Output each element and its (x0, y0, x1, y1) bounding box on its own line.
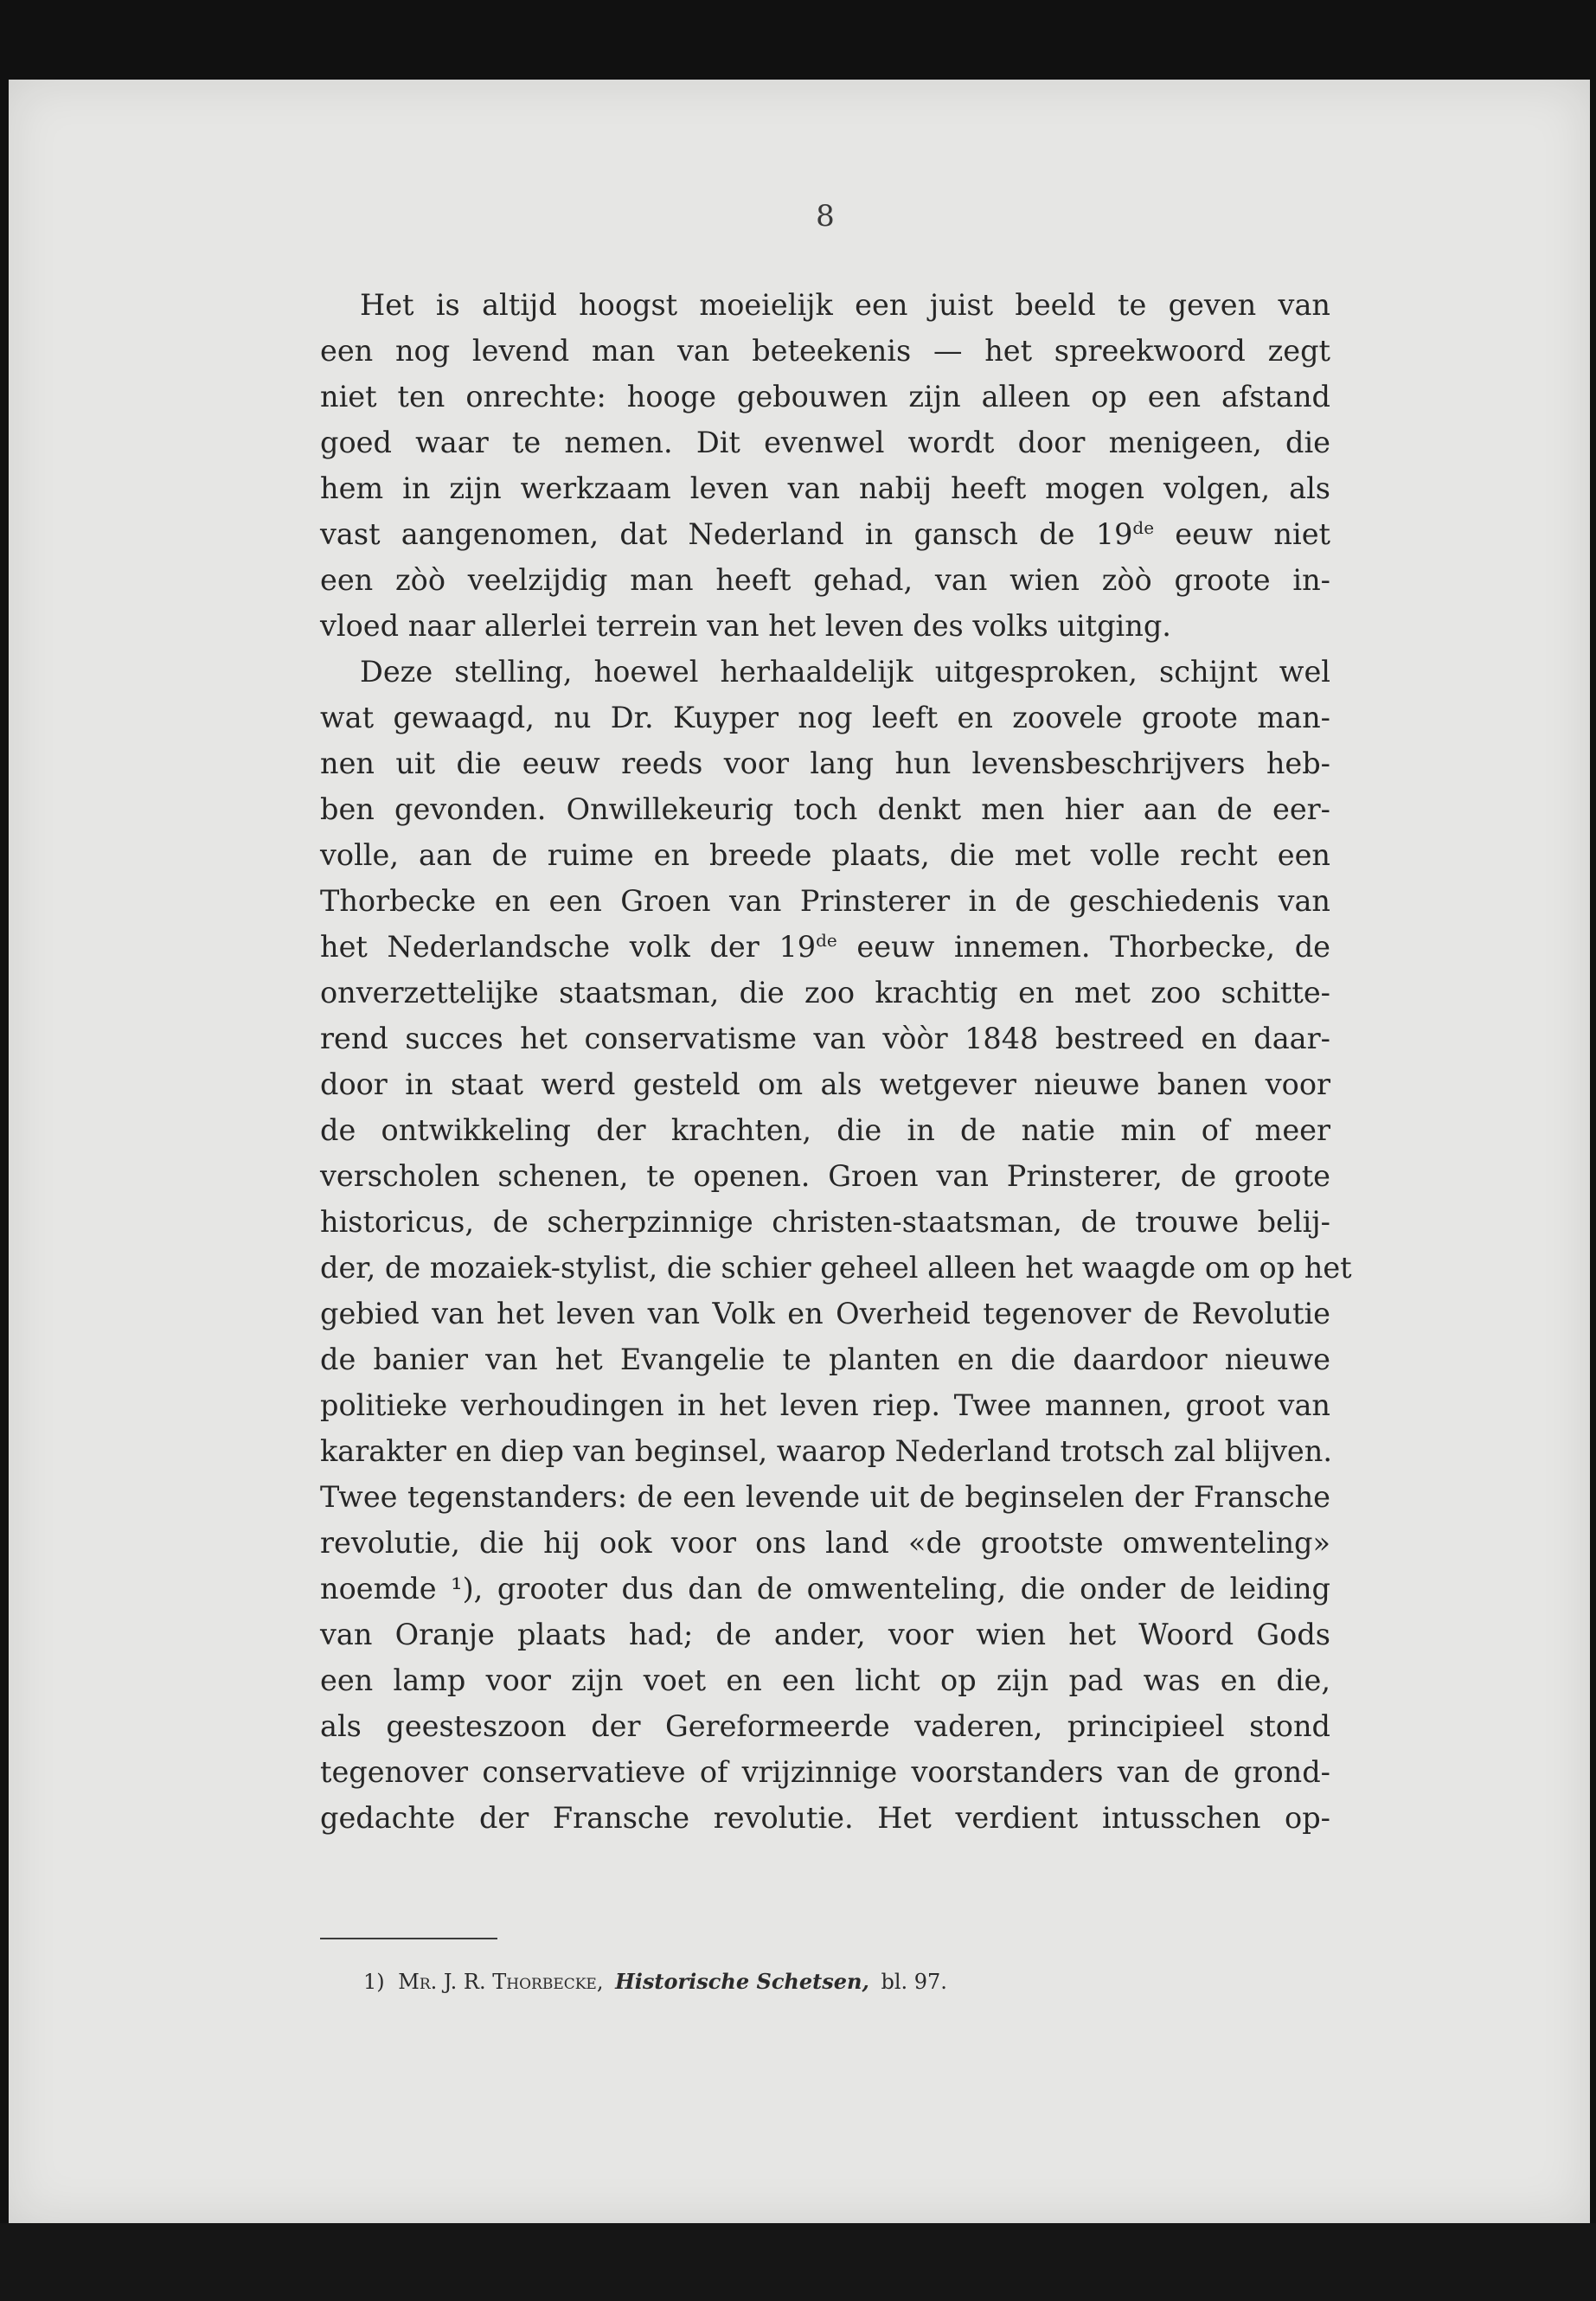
footnote-author: Mr. J. R. Thorbecke, (398, 1970, 604, 1994)
text-line: politieke verhoudingen in het leven riep. Twee mannen, groot van (320, 1388, 1330, 1422)
text-line: door in staat werd gesteld om als wetgever nieuwe banen voor (320, 1067, 1330, 1101)
text-line: gebied van het leven van Volk en Overheid tegenover de Revolutie (320, 1297, 1330, 1330)
text-line: der, de mozaiek-stylist, die schier geheel alleen het waagde om op het (320, 1251, 1352, 1285)
text-line: Thorbecke en een Groen van Prinsterer in de geschiedenis van (320, 884, 1330, 918)
paragraph-2 (320, 649, 1352, 1841)
text-line: hem in zijn werkzaam leven van nabij heeft mogen volgen, als (320, 471, 1330, 505)
text-line: wat gewaagd, nu Dr. Kuyper nog leeft en zoovele groote man- (320, 701, 1330, 734)
text-line: verscholen schenen, te openen. Groen van Prinsterer, de groote (320, 1159, 1330, 1193)
text-line: rend succes het conservatisme van vòòr 1848 bestreed en daar- (320, 1022, 1330, 1055)
text-line: karakter en diep van beginsel, waarop Nederland trotsch zal blijven. (320, 1434, 1332, 1468)
footnote-title: Historische Schetsen, (615, 1969, 869, 1994)
ordinal-suffix: de (816, 930, 837, 951)
text-line: vloed naar allerlei terrein van het leven des volks uitging. (320, 609, 1171, 643)
paragraph-1 (320, 282, 1330, 649)
text-line: Deze stelling, hoewel herhaaldelijk uitgesproken, schijnt wel (360, 655, 1330, 689)
text-line: vast aangenomen, dat Nederland in gansch de 19de eeuw niet (320, 517, 1331, 551)
text-line: Twee tegenstanders: de een levende uit de beginselen der Fransche (320, 1480, 1330, 1514)
text-line: goed waar te nemen. Dit evenwel wordt door menigeen, die (320, 426, 1330, 459)
footnote-marker: 1) (363, 1970, 385, 1994)
text-line: Het is altijd hoogst moeielijk een juist beeld te geven van (360, 288, 1330, 322)
text-line: nen uit die eeuw reeds voor lang hun levensbeschrijvers heb- (320, 747, 1330, 780)
text-line: tegenover conservatieve of vrijzinnige voorstanders van de grond- (320, 1755, 1330, 1789)
scan-border (0, 2223, 1596, 2301)
text-line: volle, aan de ruime en breede plaats, die met volle recht een (320, 838, 1330, 872)
footnote-divider (320, 1938, 497, 1939)
text-line: een lamp voor zijn voet en een licht op zijn pad was en die, (320, 1663, 1330, 1697)
footnote-page-ref: bl. 97. (881, 1970, 947, 1994)
text-line: een nog levend man van beteekenis — het spreekwoord zegt (320, 334, 1330, 368)
text-line: de banier van het Evangelie te planten en die daardoor nieuwe (320, 1343, 1330, 1376)
page-number: 8 (816, 199, 835, 234)
text-line: een zòò veelzijdig man heeft gehad, van wien zòò groote in- (320, 563, 1330, 597)
text-line: het Nederlandsche volk der 19de eeuw innemen. Thorbecke, de (320, 930, 1330, 964)
footnote (363, 1969, 947, 1994)
text-line: van Oranje plaats had; de ander, voor wien het Woord Gods (320, 1618, 1330, 1651)
text-line: historicus, de scherpzinnige christen-staatsman, de trouwe belij- (320, 1205, 1330, 1239)
text-line: de ontwikkeling der krachten, die in de natie min of meer (320, 1113, 1330, 1147)
text-line: onverzettelijke staatsman, die zoo krachtig en met zoo schitte- (320, 976, 1330, 1009)
text-line: niet ten onrechte: hooge gebouwen zijn alleen op een afstand (320, 380, 1330, 413)
text-line: als geesteszoon der Gereformeerde vaderen, principieel stond (320, 1709, 1330, 1743)
body-text (320, 282, 1352, 1841)
text-line: revolutie, die hij ook voor ons land «de grootste omwenteling» (320, 1526, 1330, 1560)
ordinal-suffix: de (1132, 517, 1155, 538)
text-line: gedachte der Fransche revolutie. Het verdient intusschen op- (320, 1801, 1330, 1835)
text-line: noemde ¹), grooter dus dan de omwenteling, die onder de leiding (320, 1572, 1330, 1606)
text-line: ben gevonden. Onwillekeurig toch denkt men hier aan de eer- (320, 792, 1330, 826)
